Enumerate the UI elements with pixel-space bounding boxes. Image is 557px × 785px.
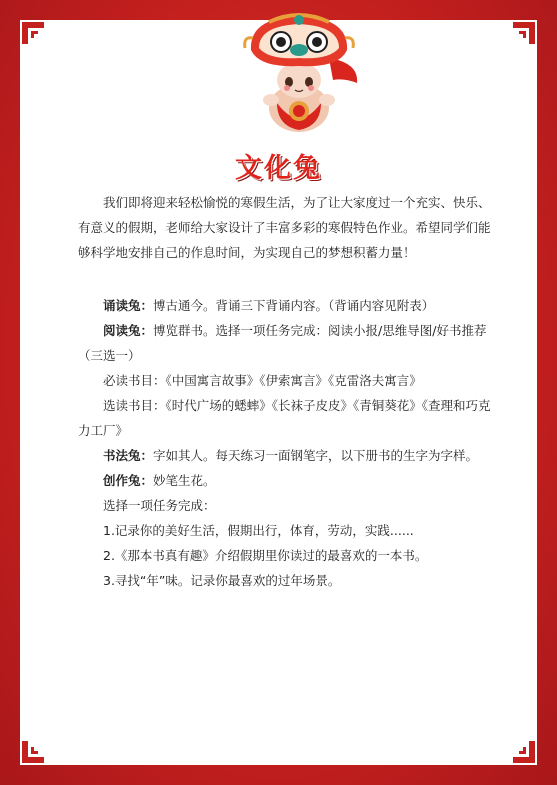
item-label: 创作兔：: [103, 473, 154, 488]
page-title: 文化兔: [235, 153, 322, 184]
task-option-3: 3.寻找“年”味。记录你最喜欢的过年场景。: [103, 573, 341, 588]
lion-rabbit-mascot-illustration: [229, 8, 369, 138]
item-label: 诵读兔：: [103, 298, 154, 313]
corner-ornament: [22, 22, 44, 44]
item-recitation: [78, 293, 498, 318]
corner-ornament: [22, 741, 44, 763]
item-reading: [78, 318, 498, 368]
item-creation: [78, 468, 498, 493]
item-calligraphy: [78, 443, 498, 468]
item-label: 书法兔：: [103, 448, 154, 463]
optional-books: 选读书目：《时代广场的蟋蟀》《长袜子皮皮》《青铜葵花》《查理和巧克力工厂》: [78, 398, 491, 438]
item-text: 博览群书。选择一项任务完成：阅读小报/思维导图/好书推荐（三选一）: [78, 323, 487, 363]
corner-ornament: [513, 741, 535, 763]
required-books: 必读书目：《中国寓言故事》《伊索寓言》《克雷洛夫寓言》: [103, 373, 422, 388]
task-option-1: 1.记录你的美好生活，假期出行，体育，劳动，实践......: [103, 523, 414, 538]
corner-ornament: [513, 22, 535, 44]
task-prompt: 选择一项任务完成：: [103, 498, 216, 513]
item-label: 阅读兔：: [103, 323, 154, 338]
task-option-2: 2.《那本书真有趣》介绍假期里你读过的最喜欢的一本书。: [103, 548, 428, 563]
item-text: 博古通今。背诵三下背诵内容。（背诵内容见附表）: [153, 298, 435, 313]
item-text: 字如其人。每天练习一面钢笔字，以下册书的生字为字样。: [153, 448, 479, 463]
intro-paragraph: 我们即将迎来轻松愉悦的寒假生活，为了让大家度过一个充实、快乐、有意义的假期，老师给大家设计了丰富多彩的寒假特色作业。希望同学们能够科学地安排自己的作息时间，为实现自己的梦想积蓄力量！: [78, 195, 491, 260]
homework-content: [78, 190, 498, 593]
item-text: 妙笔生花。: [153, 473, 216, 488]
